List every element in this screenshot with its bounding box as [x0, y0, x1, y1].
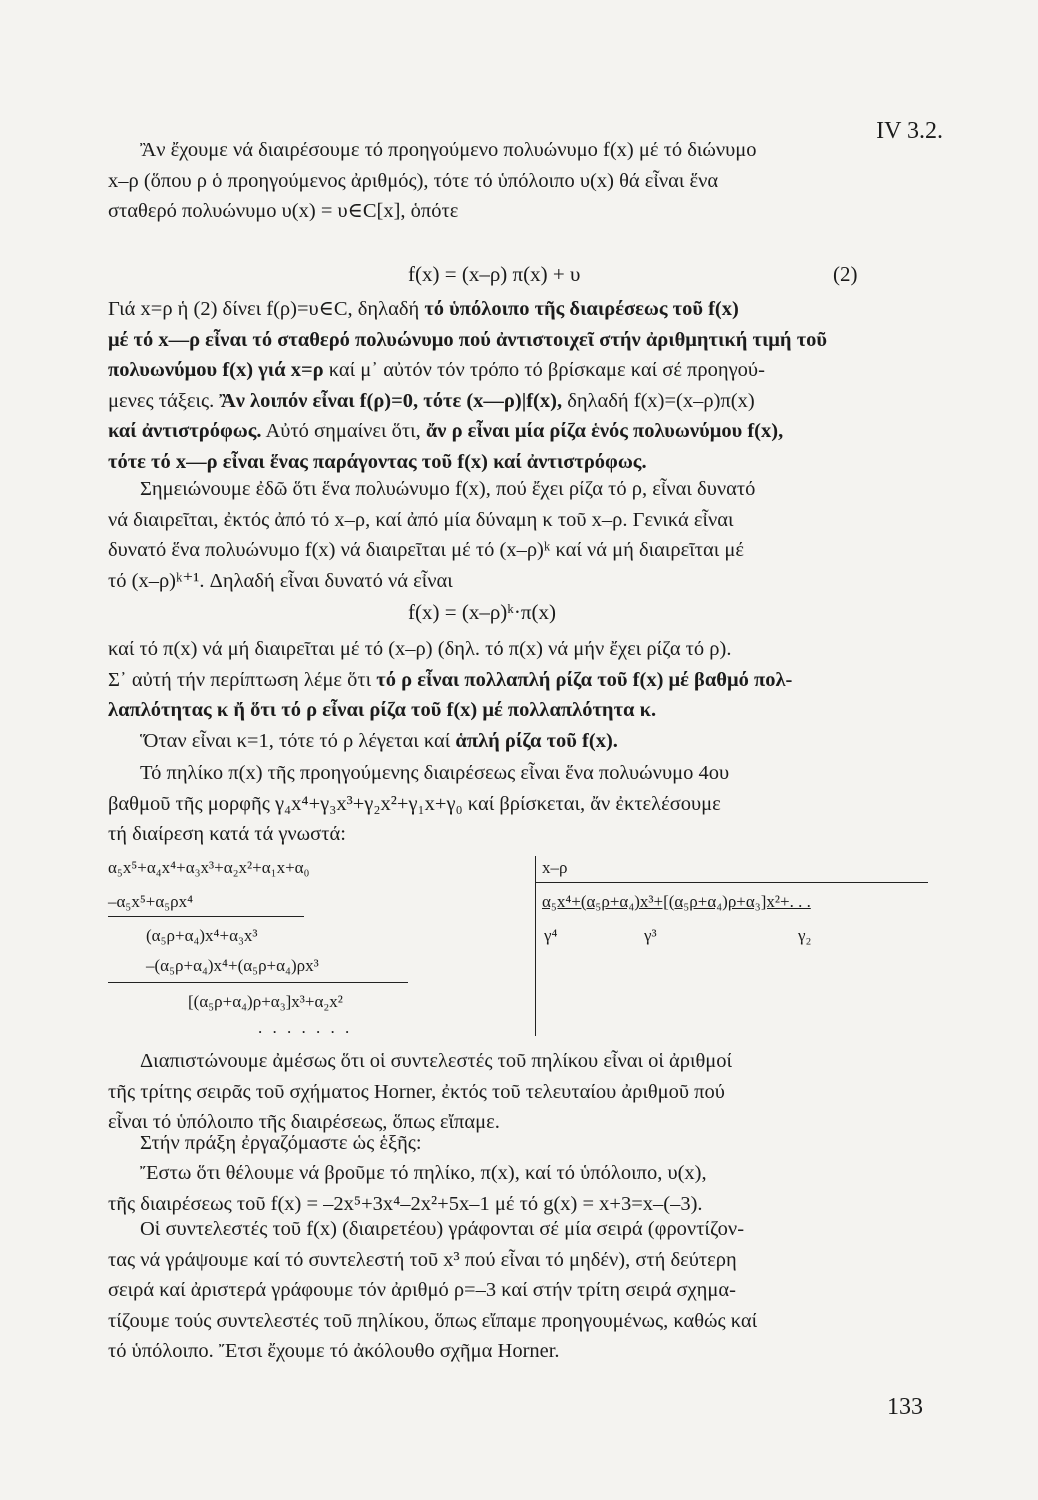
p4-line-4b: ἁπλή ρίζα τοῦ f(x). — [455, 729, 618, 752]
p9-line-1: Οἱ συντελεστές τοῦ f(x) (διαιρετέου) γράφονται σέ μία σειρά (φροντίζον- — [140, 1218, 745, 1240]
p6-line-1: Διαπιστώνουμε ἀμέσως ὅτι οἱ συντελεστές τοῦ πηλίκου εἶναι οἱ ἀριθμοί — [140, 1050, 733, 1072]
paragraph-8 — [108, 1158, 930, 1219]
equation-2-label: (2) — [833, 262, 858, 286]
division-remainder-2: [(α₅ρ+α₄)ρ+α₃]x³+α₂x² — [188, 992, 343, 1011]
division-step-1: –α₅x⁵+α₅ρx⁴ — [108, 892, 194, 911]
long-division-scheme — [108, 852, 938, 1042]
equation-2: f(x) = (x–ρ) π(x) + υ — [408, 262, 581, 286]
division-divisor: x–ρ — [542, 858, 568, 877]
paragraph-5 — [108, 758, 930, 850]
p3-line-3: δυνατό ἕνα πολυώνυμο f(x) νά διαιρεῖται μέ τό (x–ρ)ᵏ καί νά μή διαιρεῖται μέ — [108, 539, 744, 561]
division-remainder-1: (α₅ρ+α₄)x⁴+α₃x³ — [146, 926, 258, 945]
paragraph-2 — [108, 294, 930, 477]
p9-line-3: σειρά καί ἀριστερά γράφουμε τόν ἀριθμό ρ=–3 καί στήν τρίτη σειρά σχημα- — [108, 1279, 736, 1301]
paragraph-1 — [108, 135, 930, 227]
division-dividend: α₅x⁵+α₄x⁴+α₃x³+α₂x²+α₁x+α₀ — [108, 858, 310, 877]
division-vertical-rule — [535, 856, 536, 1036]
p2-line-6: τότε τό x—ρ εἶναι ἕνας παράγοντας τοῦ f(x) καί ἀντιστρόφως. — [108, 450, 647, 473]
p5-line-1: Τό πηλίκο π(x) τῆς προηγούμενης διαιρέσεως εἶναι ἕνα πολυώνυμο 4ου — [140, 762, 730, 784]
p2-line-5 — [108, 416, 930, 447]
section-header: IV 3.2. — [876, 118, 943, 144]
p4-line-2b: τό ρ εἶναι πολλαπλή ρίζα τοῦ f(x) μέ βαθμό πολ- — [376, 668, 793, 691]
p2-line-4c: δηλαδή f(x)=(x–ρ)π(x) — [562, 389, 755, 412]
paragraph-4 — [108, 634, 930, 756]
equation-multiplicity: f(x) = (x–ρ)ᵏ·π(x) — [408, 600, 556, 624]
p4-line-4a: Ὅταν εἶναι κ=1, τότε τό ρ λέγεται καί — [140, 729, 456, 752]
p1-line-1: Ἂν ἔχουμε νά διαιρέσουμε τό προηγούμενο πολυώνυμο f(x) μέ τό διώνυμο — [140, 139, 757, 161]
p8-line-1: Ἔστω ὅτι θέλουμε νά βροῦμε τό πηλίκο, π(x), καί τό ὑπόλοιπο, υ(x), — [140, 1162, 707, 1184]
paragraph-7 — [108, 1128, 930, 1159]
p3-line-1: Σημειώνουμε ἐδῶ ὅτι ἕνα πολυώνυμο f(x), πού ἔχει ρίζα τό ρ, εἶναι δυνατό — [140, 478, 756, 500]
p4-line-1: καί τό π(x) νά μή διαιρεῖται μέ τό (x–ρ) (δηλ. τό π(x) νά μήν ἔχει ρίζα τό ρ). — [108, 638, 732, 660]
p2-line-4 — [108, 386, 930, 417]
page-number: 133 — [887, 1394, 923, 1420]
divisor-underline — [536, 882, 928, 883]
p1-line-2: x–ρ (ὅπου ρ ὁ προηγούμενος ἀριθμός), τότε τό ὑπόλοιπο υ(x) θά εἶναι ἕνα — [108, 169, 719, 192]
paragraph-6 — [108, 1046, 930, 1138]
step-2-underline — [108, 982, 408, 983]
p2-line-3 — [108, 355, 930, 386]
p6-line-3: εἶναι τό ὑπόλοιπο τῆς διαιρέσεως, ὅπως εἴπαμε. — [108, 1111, 500, 1133]
p2-line-5b: Αὐτό σημαίνει ὅτι, — [261, 420, 426, 442]
p2-line-5a: καί ἀντιστρόφως. — [108, 420, 262, 442]
quotient-gamma-4: γ⁴ — [544, 926, 558, 945]
p2-line-4b: Ἂν λοιπόν εἶναι f(ρ)=0, τότε (x—ρ)|f(x), — [219, 389, 563, 412]
p2-line-1a: Γιά x=ρ ἡ (2) δίνει f(ρ)=υ∈C, δηλαδή — [108, 298, 425, 320]
step-1-underline — [108, 916, 304, 917]
p9-line-2: τας νά γράψουμε καί τό συντελεστή τοῦ x³ πού εἶναι τό μηδέν), στή δεύτερη — [108, 1248, 737, 1271]
p9-line-5: τό ὑπόλοιπο. Ἔτσι ἔχουμε τό ἀκόλουθο σχῆμα Horner. — [108, 1340, 560, 1362]
p3-line-2: νά διαιρεῖται, ἐκτός ἀπό τό x–ρ, καί ἀπό μία δύναμη κ τοῦ x–ρ. Γενικά εἶναι — [108, 508, 734, 531]
p2-line-2: μέ τό x—ρ εἶναι τό σταθερό πολυώνυμο πού ἀντιστοιχεῖ στήν ἀριθμητική τιμή τοῦ — [108, 328, 828, 351]
p6-line-2: τῆς τρίτης σειρᾶς τοῦ σχήματος Horner, ἐκτός τοῦ τελευταίου ἀριθμοῦ πού — [108, 1080, 725, 1103]
p7-line-1: Στήν πράξη ἐργαζόμαστε ὡς ἑξῆς: — [140, 1132, 422, 1154]
p5-line-2: βαθμοῦ τῆς μορφῆς γ₄x⁴+γ₃x³+γ₂x²+γ₁x+γ₀ καί βρίσκεται, ἄν ἐκτελέσουμε — [108, 792, 721, 815]
paragraph-3 — [108, 474, 930, 596]
p4-line-4 — [108, 726, 930, 757]
division-step-2: –(α₅ρ+α₄)x⁴+(α₅ρ+α₄)ρx³ — [146, 956, 319, 975]
p4-line-2 — [108, 665, 930, 696]
p2-line-3b: καί μ᾿ αὐτόν τόν τρόπο τό βρίσκαμε καί σέ προηγού- — [323, 359, 765, 381]
paragraph-9 — [108, 1214, 930, 1367]
p3-line-4: τό (x–ρ)ᵏ⁺¹. Δηλαδή εἶναι δυνατό νά εἶναι — [108, 569, 453, 592]
p4-line-3: λαπλότητας κ ἤ ὅτι τό ρ εἶναι ρίζα τοῦ f(x) μέ πολλαπλότητα κ. — [108, 699, 657, 721]
p2-line-1b: τό ὑπόλοιπο τῆς διαιρέσεως τοῦ f(x) — [424, 298, 739, 320]
p2-line-3a: πολυωνύμου f(x) γιά x=ρ — [108, 359, 324, 381]
quotient-gamma-2: γ₂ — [798, 926, 812, 945]
p2-line-4a: μενες τάξεις. — [108, 389, 220, 412]
p2-line-1 — [108, 294, 930, 325]
p1-line-3: σταθερό πολυώνυμο υ(x) = υ∈C[x], ὁπότε — [108, 200, 459, 222]
p2-line-5c: ἄν ρ εἶναι μία ρίζα ἑνός πολυωνύμου f(x), — [425, 420, 784, 442]
p4-line-2a: Σ᾿ αὐτή τήν περίπτωση λέμε ὅτι — [108, 668, 377, 691]
quotient-gamma-3: γ³ — [644, 926, 657, 945]
division-continuation-dots: . . . . . . . — [258, 1018, 353, 1037]
p8-line-2: τῆς διαιρέσεως τοῦ f(x) = –2x⁵+3x⁴–2x²+5x–1 μέ τό g(x) = x+3=x–(–3). — [108, 1192, 703, 1215]
p9-line-4: τίζουμε τούς συντελεστές τοῦ πηλίκου, ὅπως εἴπαμε προηγουμένως, καθώς καί — [108, 1309, 758, 1332]
p5-line-3: τή διαίρεση κατά τά γνωστά: — [108, 823, 346, 845]
division-quotient: α₅x⁴+(α₅ρ+α₄)x³+[(α₅ρ+α₄)ρ+α₃]x²+. . . — [542, 892, 811, 911]
